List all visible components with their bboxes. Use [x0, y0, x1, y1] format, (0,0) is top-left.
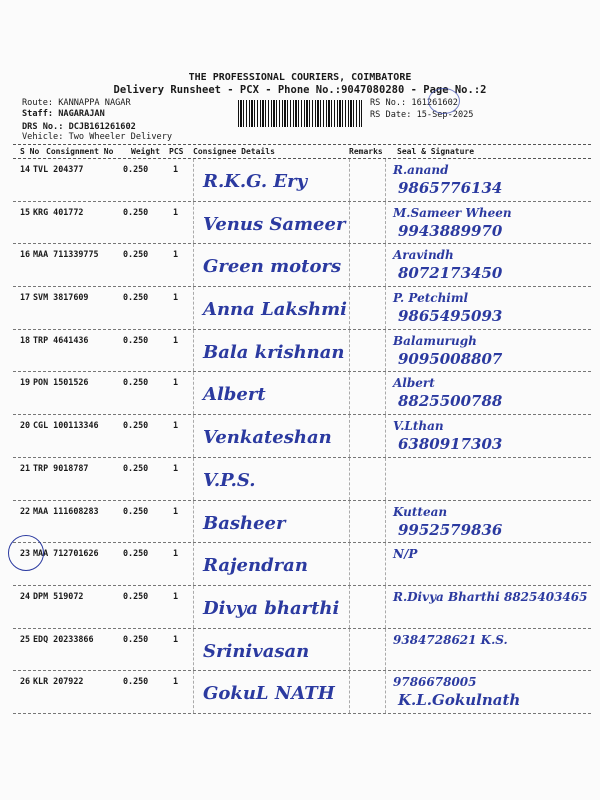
- row-consignment-no: KRG 401772: [33, 206, 84, 217]
- row-consignee-name: R.K.G. Ery: [203, 171, 308, 192]
- row-consignment-no: TVL 204377: [33, 164, 84, 174]
- column-divider: [385, 415, 386, 457]
- table-row: [13, 586, 591, 629]
- row-23-circle-mark: [8, 535, 44, 571]
- col-remarks: Remarks: [349, 147, 383, 156]
- column-divider: [349, 501, 350, 543]
- row-consignee-name: Green motors: [203, 256, 342, 278]
- column-divider: [193, 159, 194, 201]
- row-consignee-name: Srinivasan: [203, 640, 310, 662]
- row-signature: M.Sameer Wheen: [393, 205, 512, 220]
- row-pcs: 1: [173, 505, 179, 516]
- column-divider: [349, 543, 350, 585]
- row-weight: 0.250: [123, 548, 149, 559]
- row-weight: 0.250: [123, 633, 149, 644]
- vehicle-label: Vehicle: Two Wheeler Delivery: [22, 132, 173, 142]
- row-sno: 26: [20, 676, 31, 687]
- column-divider: [385, 543, 386, 585]
- table-row: [13, 202, 591, 245]
- col-sno: S No: [20, 147, 40, 156]
- row-sno: 20: [20, 420, 31, 431]
- company-title: THE PROFESSIONAL COURIERS, COIMBATORE: [188, 72, 412, 83]
- table-header: [13, 144, 591, 159]
- column-divider: [193, 586, 194, 628]
- row-signature: 9384728621 K.S.: [393, 632, 508, 647]
- row-pcs: 1: [173, 420, 179, 431]
- row-pcs: 1: [173, 292, 179, 303]
- row-consignment-no: TRP 9018787: [33, 462, 89, 473]
- row-signature: Albert: [393, 376, 435, 391]
- row-phone: 8825500788: [398, 392, 503, 411]
- barcode-image: [238, 100, 362, 127]
- table-row: [13, 629, 591, 672]
- row-pcs: 1: [173, 249, 179, 260]
- column-divider: [193, 543, 194, 585]
- row-consignment-no: DPM 519072: [33, 590, 84, 601]
- row-signature: R.anand: [393, 163, 449, 177]
- column-divider: [193, 287, 194, 329]
- column-divider: [385, 244, 386, 286]
- row-weight: 0.250: [123, 377, 149, 388]
- row-sno: 25: [20, 633, 31, 644]
- rs-number: RS No.: 161261602: [370, 98, 458, 108]
- table-row: [13, 501, 591, 544]
- col-consignee: Consignee Details: [193, 147, 275, 156]
- row-pcs: 1: [173, 676, 179, 687]
- table-row: [13, 244, 591, 287]
- staff-label: Staff: NAGARAJAN: [22, 109, 105, 119]
- row-pcs: 1: [173, 164, 179, 174]
- row-consignee-name: GokuL NATH: [203, 683, 335, 705]
- row-signature: Balamurugh: [393, 333, 477, 348]
- row-weight: 0.250: [123, 505, 149, 516]
- col-pcs: PCS: [169, 147, 184, 156]
- row-phone: 8072173450: [398, 264, 503, 283]
- column-divider: [193, 629, 194, 671]
- row-phone: 9095008807: [398, 349, 503, 368]
- row-sno: 18: [20, 334, 31, 345]
- row-consignment-no: EDQ 20233866: [33, 633, 94, 644]
- column-divider: [385, 501, 386, 543]
- row-sno: 21: [20, 462, 31, 473]
- row-signature: N/P: [393, 547, 418, 562]
- row-signature: Kuttean: [393, 504, 448, 519]
- row-consignment-no: KLR 207922: [33, 676, 84, 687]
- column-divider: [385, 330, 386, 372]
- runsheet-table: [13, 144, 591, 714]
- column-divider: [193, 458, 194, 500]
- column-divider: [349, 415, 350, 457]
- row-phone: 6380917303: [398, 435, 503, 454]
- row-sno: 23: [20, 548, 31, 559]
- table-row: [13, 458, 591, 501]
- table-row: [13, 330, 591, 373]
- row-phone: 9943889970: [398, 221, 503, 240]
- row-consignee-name: Albert: [203, 384, 266, 406]
- column-divider: [193, 415, 194, 457]
- row-pcs: 1: [173, 206, 179, 217]
- row-consignee-name: Basheer: [203, 512, 286, 534]
- row-consignment-no: SVM 3817609: [33, 292, 89, 303]
- row-sno: 16: [20, 249, 31, 260]
- row-weight: 0.250: [123, 334, 149, 345]
- column-divider: [385, 671, 386, 713]
- row-consignee-name: Divya bharthi: [203, 597, 340, 619]
- row-signature: 9786678005: [393, 675, 477, 690]
- row-weight: 0.250: [123, 676, 149, 687]
- row-consignee-name: Rajendran: [203, 555, 308, 577]
- row-consignment-no: MAA 111608283: [33, 505, 99, 516]
- row-signature: Aravindh: [393, 248, 454, 263]
- column-divider: [349, 202, 350, 244]
- column-divider: [193, 330, 194, 372]
- row-consignee-name: Anna Lakshmi: [203, 299, 347, 321]
- route-label: Route: KANNAPPA NAGAR: [22, 98, 131, 108]
- column-divider: [349, 629, 350, 671]
- column-divider: [193, 244, 194, 286]
- column-divider: [385, 159, 386, 201]
- row-pcs: 1: [173, 334, 179, 345]
- table-row: [13, 287, 591, 330]
- column-divider: [349, 159, 350, 201]
- row-weight: 0.250: [123, 420, 149, 431]
- row-pcs: 1: [173, 633, 179, 644]
- row-weight: 0.250: [123, 206, 149, 217]
- runsheet-subtitle: Delivery Runsheet - PCX - Phone No.:9047080280 - Page No.:2: [113, 84, 487, 96]
- row-signature: R.Divya Bharthi 8825403465: [393, 589, 588, 604]
- row-consignee-name: Venus Sameer: [203, 213, 346, 235]
- column-divider: [385, 586, 386, 628]
- row-pcs: 1: [173, 548, 179, 559]
- row-phone: 9952579836: [398, 520, 503, 539]
- row-weight: 0.250: [123, 249, 149, 260]
- col-weight: Weight: [131, 147, 160, 156]
- row-phone: K.L.Gokulnath: [398, 691, 521, 710]
- row-consignee-name: Bala krishnan: [203, 341, 345, 363]
- row-consignment-no: PON 1501526: [33, 377, 89, 388]
- column-divider: [385, 287, 386, 329]
- table-body: [13, 159, 591, 714]
- column-divider: [193, 202, 194, 244]
- column-divider: [349, 372, 350, 414]
- column-divider: [385, 202, 386, 244]
- row-weight: 0.250: [123, 292, 149, 303]
- col-consignment: Consignment No: [46, 147, 114, 156]
- row-consignee-name: Venkateshan: [203, 427, 332, 449]
- row-weight: 0.250: [123, 164, 149, 174]
- column-divider: [385, 629, 386, 671]
- column-divider: [193, 372, 194, 414]
- column-divider: [385, 372, 386, 414]
- row-weight: 0.250: [123, 462, 149, 473]
- row-consignment-no: CGL 100113346: [33, 420, 99, 431]
- row-signature: P. Petchiml: [393, 291, 469, 306]
- column-divider: [193, 671, 194, 713]
- table-row: [13, 372, 591, 415]
- table-row: [13, 159, 591, 202]
- column-divider: [349, 244, 350, 286]
- column-divider: [193, 501, 194, 543]
- row-weight: 0.250: [123, 590, 149, 601]
- row-sno: 15: [20, 206, 31, 217]
- row-pcs: 1: [173, 377, 179, 388]
- row-signature: V.Lthan: [393, 419, 444, 434]
- drs-label: DRS No.: DCJB161261602: [22, 122, 136, 132]
- row-pcs: 1: [173, 462, 179, 473]
- row-consignment-no: MAA 711339775: [33, 249, 99, 260]
- stamp-mark: [428, 88, 460, 114]
- row-consignment-no: TRP 4641436: [33, 334, 89, 345]
- table-row: [13, 543, 591, 586]
- column-divider: [349, 330, 350, 372]
- row-consignee-name: V.P.S.: [203, 469, 256, 491]
- column-divider: [349, 671, 350, 713]
- table-row: [13, 415, 591, 458]
- row-sno: 14: [20, 164, 31, 174]
- column-divider: [349, 458, 350, 500]
- row-sno: 19: [20, 377, 31, 388]
- column-divider: [385, 458, 386, 500]
- row-phone: 9865776134: [398, 179, 503, 197]
- col-seal: Seal & Signature: [397, 147, 475, 156]
- column-divider: [349, 586, 350, 628]
- row-phone: 9865495093: [398, 307, 503, 326]
- row-sno: 24: [20, 590, 31, 601]
- row-sno: 17: [20, 292, 31, 303]
- row-consignment-no: MAA 712701626: [33, 548, 99, 559]
- column-divider: [349, 287, 350, 329]
- table-row: [13, 671, 591, 714]
- row-pcs: 1: [173, 590, 179, 601]
- rs-date: RS Date: 15-Sep-2025: [370, 110, 474, 120]
- row-sno: 22: [20, 505, 31, 516]
